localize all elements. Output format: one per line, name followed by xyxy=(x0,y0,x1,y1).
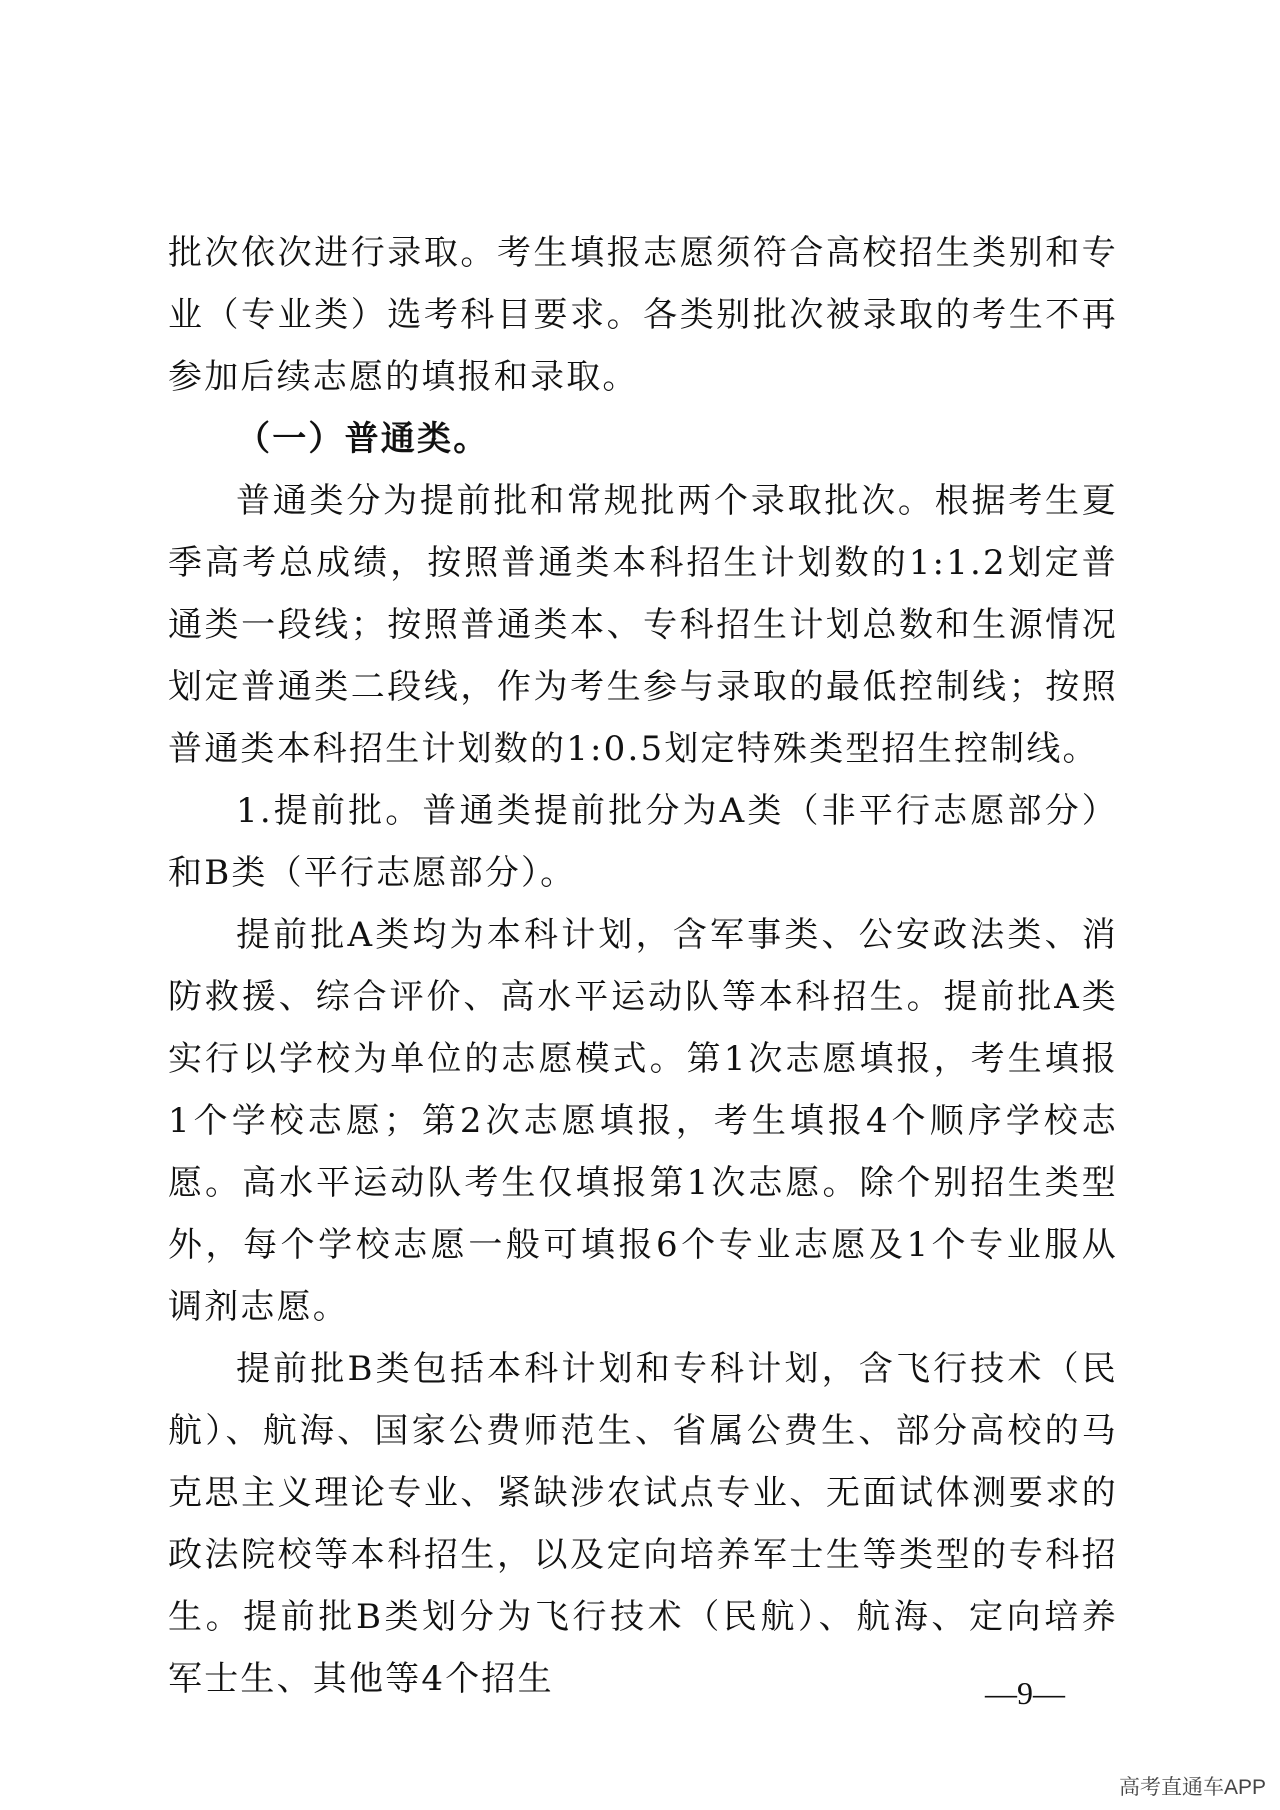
paragraph-continuation: 批次依次进行录取。考生填报志愿须符合高校招生类别和专业（专业类）选考科目要求。各类别批次被录取的考生不再参加后续志愿的填报和录取。 xyxy=(168,233,1118,397)
section-heading-general: （一）普通类。 xyxy=(236,419,490,459)
paragraph-early-batch: 1.提前批。普通类提前批分为A类（非平行志愿部分）和B类（平行志愿部分）。 xyxy=(168,791,1118,893)
paragraph-general-batches: 普通类分为提前批和常规批两个录取批次。根据考生夏季高考总成绩，按照普通类本科招生计划数的1:1.2划定普通类一段线；按照普通类本、专科招生计划总数和生源情况划定普通类二段线，作为考生参与录取的最低控制线；按照普通类本科招生计划数的1:0.5划定特殊类型招生控制线。 xyxy=(168,481,1118,769)
paragraph-early-batch-a: 提前批A类均为本科计划，含军事类、公安政法类、消防救援、综合评价、高水平运动队等本科招生。提前批A类实行以学校为单位的志愿模式。第1次志愿填报，考生填报1个学校志愿；第2次志愿填报，考生填报4个顺序学校志愿。高水平运动队考生仅填报第1次志愿。除个别招生类型外，每个学校志愿一般可填报6个专业志愿及1个专业服从调剂志愿。 xyxy=(168,915,1118,1327)
page-number: —9— xyxy=(985,1675,1065,1711)
body-text xyxy=(168,222,1118,1710)
paragraph-early-batch-b: 提前批B类包括本科计划和专科计划，含飞行技术（民航）、航海、国家公费师范生、省属公费生、部分高校的马克思主义理论专业、紧缺涉农试点专业、无面试体测要求的政法院校等本科招生，以及定向培养军士生等类型的专科招生。提前批B类划分为飞行技术（民航）、航海、定向培养军士生、其他等4个招生 xyxy=(168,1349,1118,1699)
watermark-text: 高考直通车APP xyxy=(1118,1776,1266,1799)
